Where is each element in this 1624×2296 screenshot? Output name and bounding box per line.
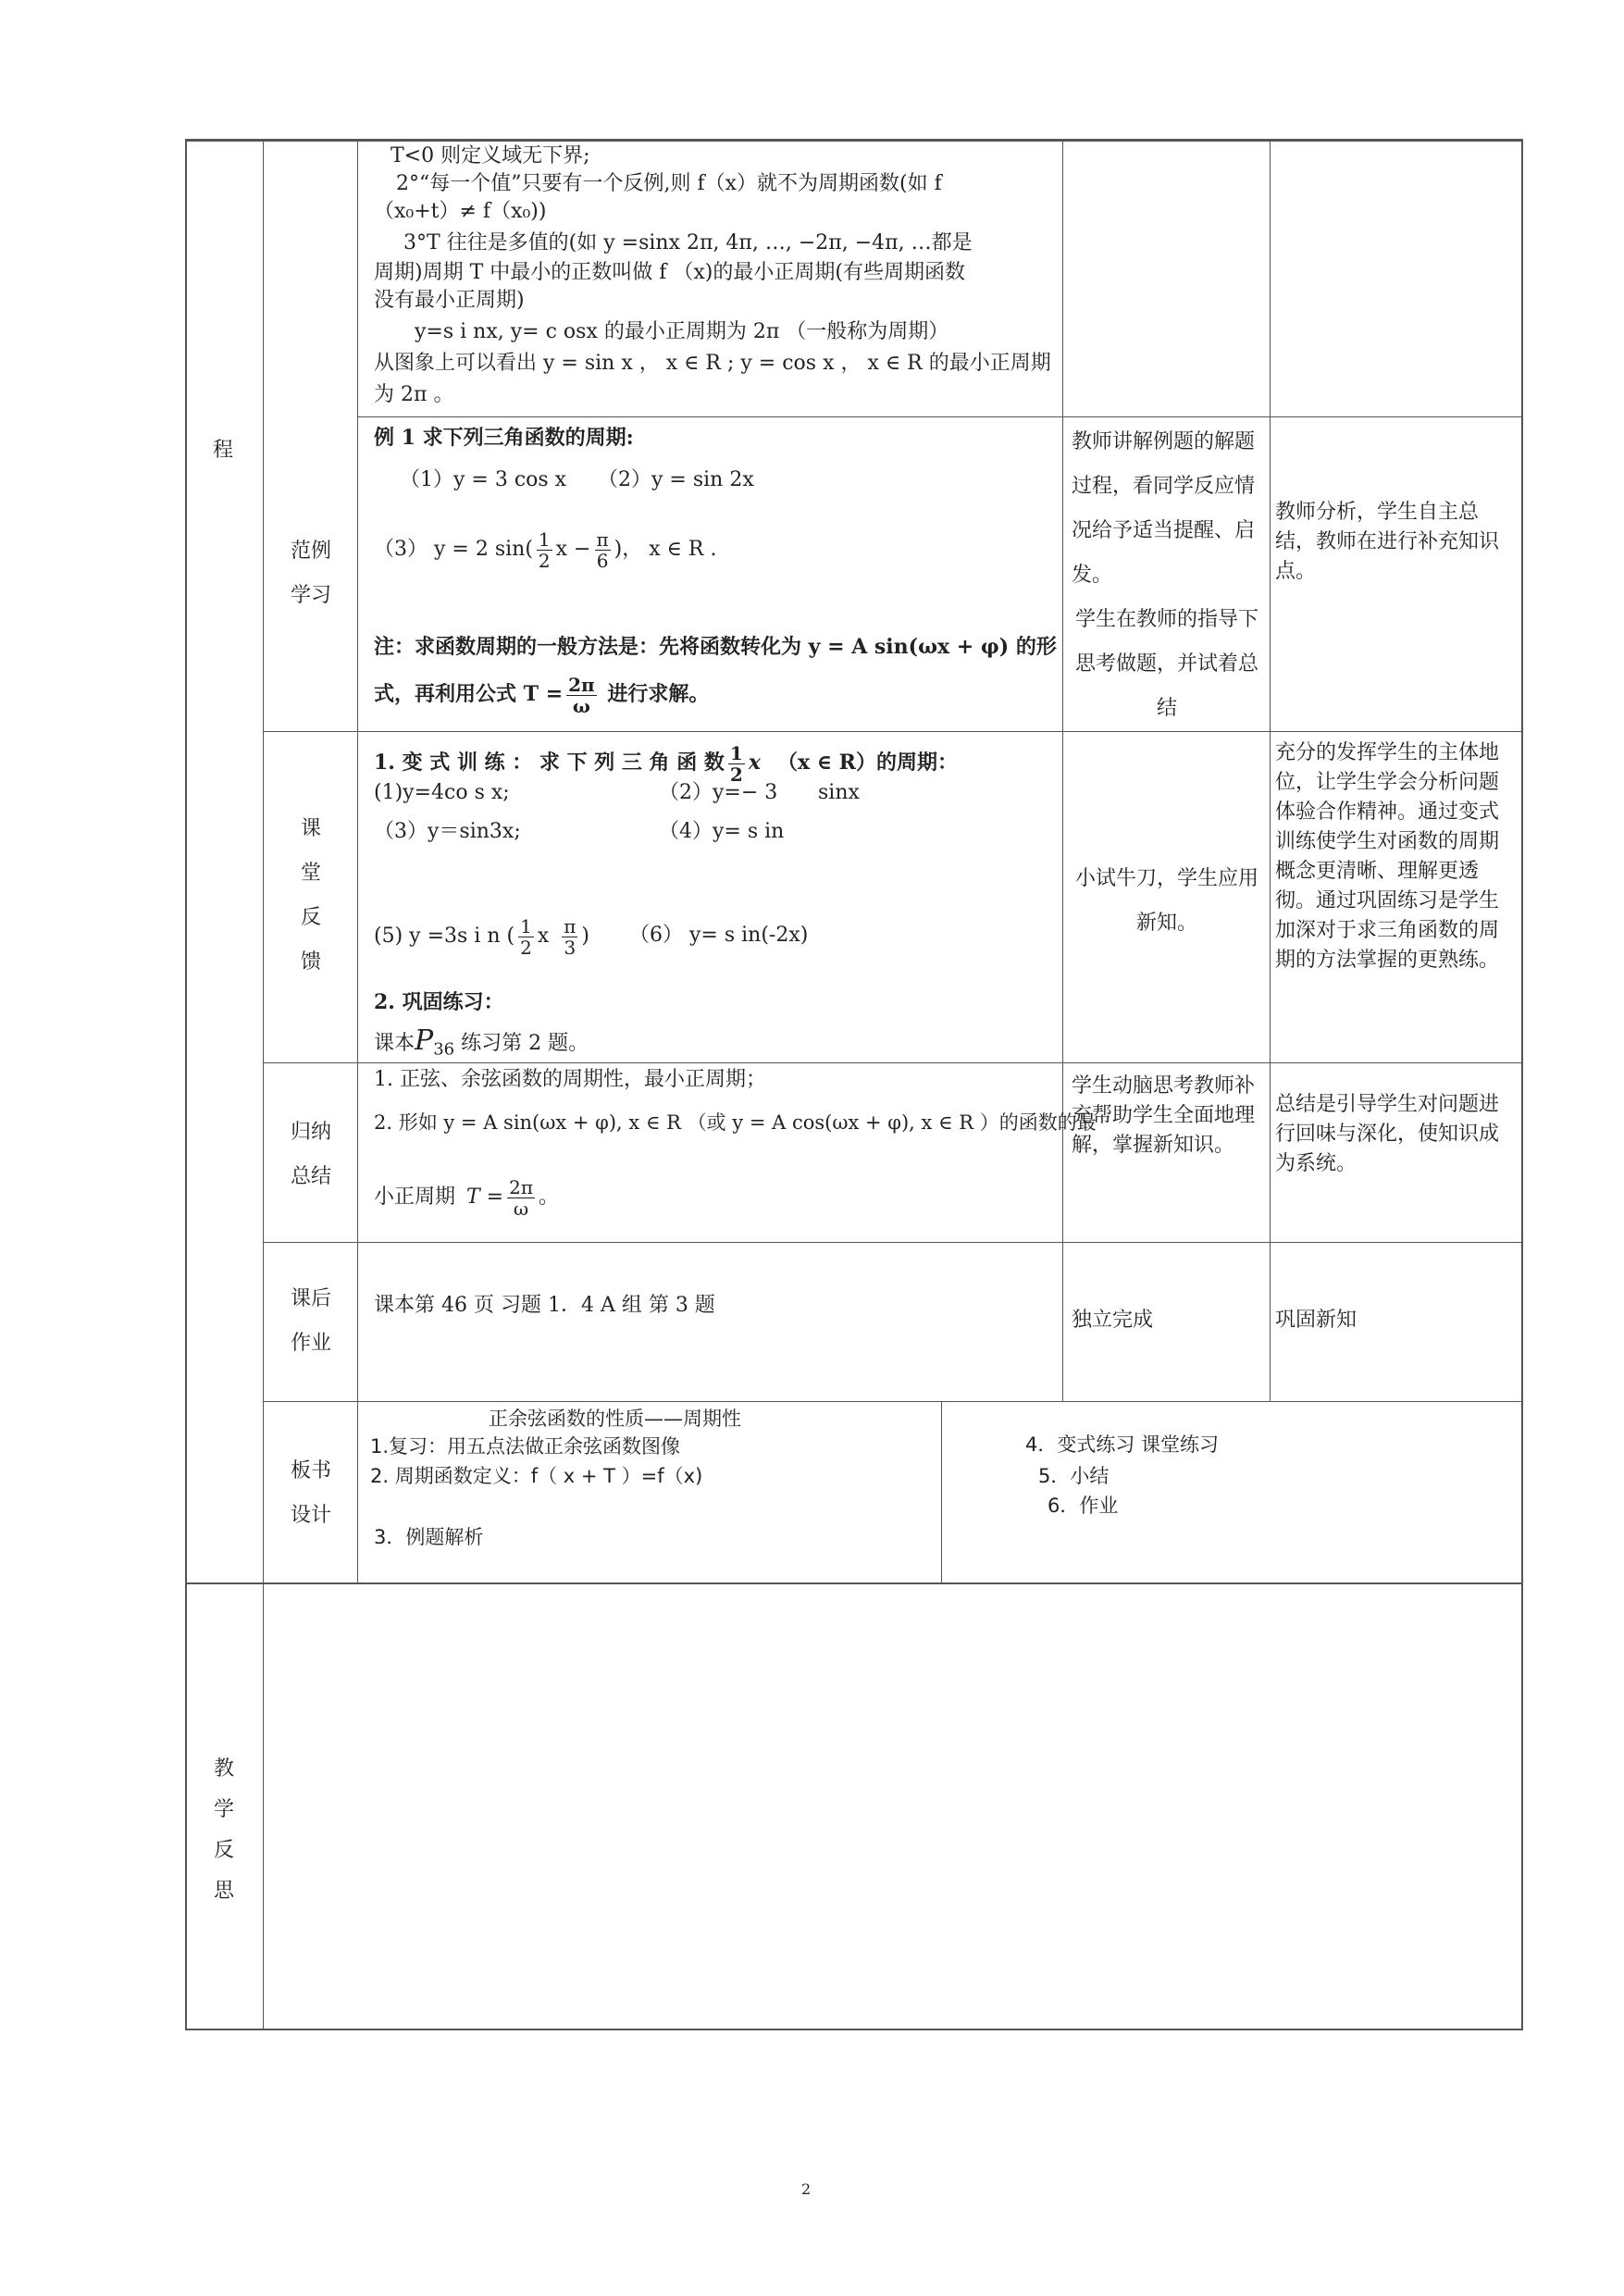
label-ketang: 课堂反馈 [300, 817, 321, 974]
summary-line2: 2. 形如 y = A sin(ωx + φ), x ∈ R （或 y = A cos(ωx + φ), x ∈ R ）的函数的最 [374, 1111, 1097, 1134]
divider-col1 [263, 139, 264, 2030]
board-right2: 5．小结 [1038, 1465, 1110, 1487]
feedback-e4: （4）y= s in [659, 820, 785, 843]
summary-intent-col: 总结是引导学生对问题进行回味与深化，使知识成为系统。 [1275, 1093, 1500, 1175]
feedback-consolidate-text: 课本$P_{36}$ 练习第 2 题。 [374, 1024, 589, 1060]
example-item1: （1）y = 3 cos x [400, 468, 567, 491]
feedback-intent-col: 充分的发挥学生的主体地位，让学生学会分析问题体验合作精神。通过变式训练使学生对函数的周期概念更清晰、理解更透彻。通过巩固练习是学生加深对于求三角函数的周期的方法掌握的更熟练。 [1275, 741, 1500, 972]
summary-line3: 小正周期 T = $\frac{2\pi}{\omega}$ 。 [374, 1175, 560, 1220]
example-student-col: 学生在教师的指导下思考做题，并试着总结 [1074, 608, 1258, 720]
def-line8: 从图象上可以看出 y = sin x ， x ∈ R ; y = cos x ， x ∈ R 的最小正周期 [374, 352, 1051, 375]
label-banshu: 板书设计 [290, 1459, 331, 1527]
def-line2: 2°“每一个值”只要有一个反例,则 f（x）就不为周期函数(如 f [396, 172, 942, 195]
divider-board-split [941, 1401, 942, 1582]
board-right1: 4．变式练习 课堂练习 [1025, 1433, 1220, 1456]
label-guina: 归纳总结 [290, 1121, 331, 1188]
feedback-title: 1. 变 式 训 练 ： 求 下 列 三 角 函 数 $\frac{1}{2}$ x （x ∈ R）的周期： [374, 741, 958, 786]
homework-text: 课本第 46 页 习题 1．4 A 组 第 3 题 [374, 1294, 715, 1317]
divider-col3 [1062, 139, 1063, 1401]
example-title: 例 1 求下列三角函数的周期: [374, 426, 634, 450]
board-title: 正余弦函数的性质——周期性 [489, 1408, 741, 1430]
example-note-line2: 式，再利用公式 T = $\frac{2\pi}{\omega}$ 进行求解。 [374, 673, 710, 717]
def-line9: 为 2π 。 [374, 383, 454, 406]
divider-row2 [263, 731, 1523, 732]
def-line5: 周期)周期 T 中最小的正数叫做 f （x)的最小正周期(有些周期函数 [374, 261, 965, 284]
def-line4: 3°T 往往是多值的(如 y =sinx 2π, 4π, …, −2π, −4π, …都是 [403, 231, 973, 254]
feedback-e1: (1)y=4co s x; [374, 781, 510, 804]
divider-col2 [357, 139, 358, 1582]
board-left3: 3．例题解析 [374, 1526, 484, 1548]
summary-line1: 1. 正弦、余弦函数的周期性，最小正周期； [374, 1068, 766, 1091]
example-item3: （3） y = 2 sin( $\frac{1}{2}$ x − $\frac{\pi}{6}$ )， x ∈ R . [374, 527, 717, 572]
divider-row6 [185, 1582, 1523, 1584]
def-line7: y=s i nx, y= c osx 的最小正周期为 2π （一般称为周期） [415, 320, 949, 343]
example-intent-col: 教师分析，学生自主总结，教师在进行补充知识点。 [1275, 501, 1500, 583]
def-line6: 没有最小正周期) [374, 289, 525, 312]
border-right [1521, 139, 1523, 2030]
feedback-consolidate-title: 2. 巩固练习： [374, 990, 504, 1014]
feedback-e5: (5) y =3s i n ( $\frac{1}{2}$ x $\frac{\pi}{3}$ ) [374, 914, 589, 959]
example-note-line1: 注：求函数周期的一般方法是：先将函数转化为 y = A sin(ωx + φ) 的形 [374, 635, 1057, 659]
border-left [185, 139, 187, 2030]
def-line3: （x₀+t）≠ f（x₀)) [374, 200, 547, 223]
homework-student-col: 独立完成 [1072, 1309, 1154, 1332]
feedback-e6: （6） y= s in(-2x) [629, 924, 809, 947]
feedback-e2: （2）y=− 3 [659, 781, 778, 804]
def-line1: T<0 则定义域无下界; [391, 144, 590, 168]
label-fanli: 范例学习 [290, 540, 331, 607]
label-cheng: 程 [213, 439, 234, 462]
summary-student-col: 学生动脑思考教师补充帮助学生全面地理解，掌握新知识。 [1072, 1074, 1256, 1157]
board-left2: 2. 周期函数定义：f（ x + T ）=f（x) [370, 1465, 703, 1487]
feedback-e2b: sinx [818, 781, 860, 804]
divider-row1 [357, 416, 1523, 417]
divider-row4 [263, 1242, 1523, 1243]
board-left1: 1.复习：用五点法做正余弦函数图像 [370, 1435, 681, 1458]
homework-intent-col: 巩固新知 [1275, 1309, 1357, 1332]
label-kehou: 课后作业 [290, 1287, 331, 1355]
feedback-e3: （3）y＝sin3x; [374, 820, 521, 843]
example-teacher-col: 教师讲解例题的解题过程，看同学反应情况给予适当提醒、启发。 [1072, 430, 1256, 587]
divider-row5 [263, 1401, 1523, 1402]
example-item2: （2）y = sin 2x [598, 468, 754, 491]
border-bottom [185, 2029, 1523, 2030]
border-top [185, 139, 1523, 142]
board-right3: 6．作业 [1048, 1495, 1119, 1517]
feedback-student-col: 小试牛刀，学生应用新知。 [1074, 867, 1258, 935]
divider-col4 [1270, 139, 1271, 1401]
label-fansi: 教学反思 [213, 1757, 234, 1903]
page-number: 2 [801, 2180, 812, 2198]
